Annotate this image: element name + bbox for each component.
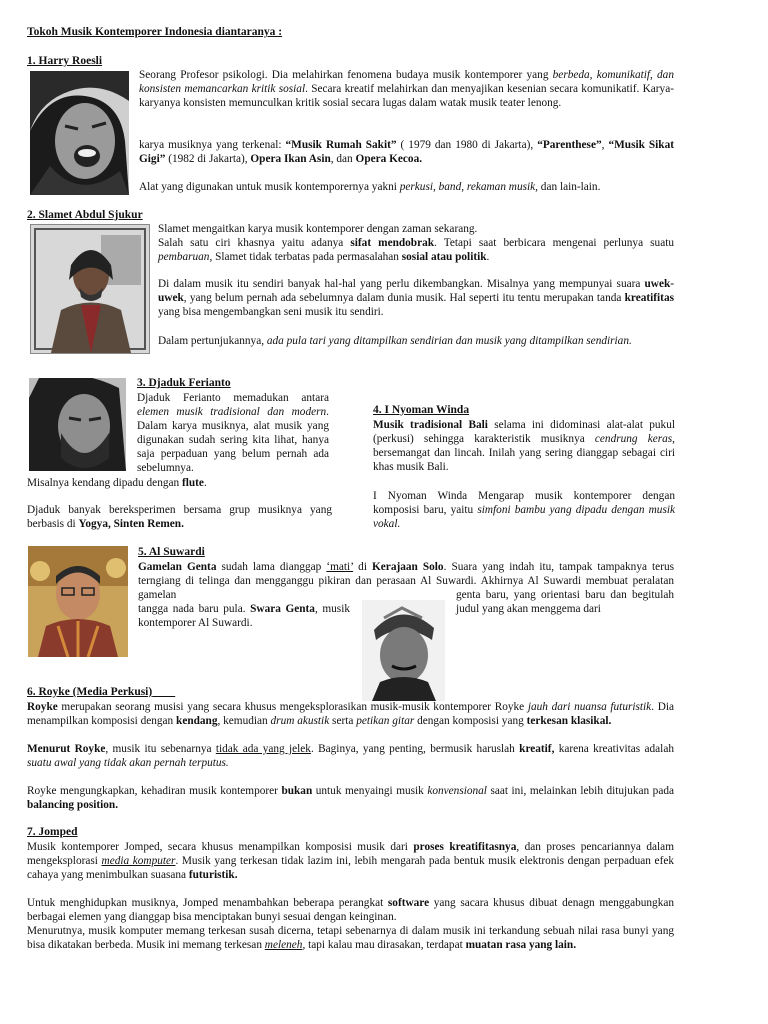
text-run: .: [486, 251, 490, 263]
text-run: , musik itu sebenarnya: [105, 743, 216, 755]
photo-harry-roesli: [30, 71, 129, 195]
text-run: , tapi kalau mau dirasakan, terdapat: [302, 939, 466, 951]
text-run: terkesan klasikal.: [526, 715, 612, 727]
text-run: jauh dari nuansa futuristik: [527, 701, 652, 713]
text-run: drum akustik: [270, 715, 330, 727]
text-run: flute: [181, 477, 204, 489]
text-run: cendrung keras: [594, 433, 673, 445]
text-run: Seorang Profesor psikologi. Dia melahirkan fenomena budaya musik kontemporer yang: [139, 69, 553, 81]
text-run: merupakan seorang musisi yang secara khusus mengeksplorasikan musik-musik kontemporer Royke: [57, 701, 528, 713]
text-run: Alat yang digunakan untuk musik kontemporernya yakni: [139, 181, 400, 193]
text-run: “Musik Sikat Gigi”: [139, 139, 675, 165]
text-run: sudah lama dianggap: [216, 561, 327, 573]
section-7-heading: 7. Jomped: [27, 826, 78, 838]
text-run: uwek-uwek: [158, 278, 674, 304]
page-title: Tokoh Musik Kontemporer Indonesia diantaranya :: [27, 26, 283, 38]
photo-djaduk-ferianto: [29, 378, 126, 471]
text-run: media komputer: [101, 855, 176, 867]
text-run: serta: [329, 715, 357, 727]
s3-paragraph-2: [27, 476, 332, 490]
section-2-heading: 2. Slamet Abdul Sjukur: [27, 209, 143, 221]
text-run: ada pula tari yang ditampilkan sendirian dan musik yang ditampilkan sendirian.: [266, 335, 632, 347]
text-run: . Dia menampilkan komposisi dengan: [27, 701, 674, 727]
text-run: Menurut Royke: [27, 743, 106, 755]
text-run: genta baru, yang orientasi baru dan begitulah judul yang akan menggema dari: [456, 589, 674, 615]
section-6-heading: 6. Royke (Media Perkusi): [27, 686, 153, 698]
text-run: Opera Kecoa.: [355, 153, 423, 165]
section-1-heading: 1. Harry Roesli: [27, 55, 103, 67]
text-run: “Parenthese”: [537, 139, 602, 151]
text-run: Musik tradisional Bali: [373, 419, 488, 431]
text-run: “Musik Rumah Sakit”: [285, 139, 397, 151]
text-run: suatu awal yang tidak akan pernah terputus.: [27, 757, 229, 769]
s1-paragraph-1: [139, 68, 674, 110]
section-4-heading: 4. I Nyoman Winda: [373, 404, 470, 416]
text-run: , dan proses pencariannya dalam mengeksplorasi: [27, 841, 674, 867]
text-run: saat ini, melainkan lebih ditujukan pada: [486, 785, 674, 797]
text-run: . Dalam karya musiknya, alat musik yang digunakan sudah sering kita lihat, hanya saja perpaduan yang belum pernah ada sebelumnya.: [137, 406, 329, 474]
text-run: tangga nada baru pula.: [138, 603, 251, 615]
text-run: selama ini didominasi alat-alat pukul (perkusi) sehingga karakteristik musiknya: [373, 419, 675, 445]
text-run: ,: [601, 139, 609, 151]
text-run: sosial atau politik: [401, 251, 487, 263]
photo-slamet-abdul-sjukur: [30, 224, 150, 354]
s2-paragraph-2: [158, 236, 674, 264]
text-run: , yang belum pernah ada sebelumnya dalam dunia musik. Hal seperti itu tentu merupakan tanda: [183, 292, 625, 304]
text-run: .: [203, 477, 207, 489]
text-run: Kerajaan Solo: [372, 561, 444, 573]
text-run: Slamet mengaitkan karya musik kontemporer dengan zaman sekarang.: [158, 223, 478, 235]
text-run: . Musik yang terkesan tidak lazim ini, lebih mengarah pada bentuk musik elektronis dengan perpaduan efek cahaya yang menimbulkan suasana: [27, 855, 674, 881]
text-run: Salah satu ciri khasnya yaitu adanya: [158, 237, 351, 249]
s4-paragraph-1: [373, 418, 675, 474]
text-run: untuk menyaingi musik: [312, 785, 428, 797]
text-run: , bersemangat dan lincah. Inilah yang sering dianggap sebagai ciri khas musik Bali.: [373, 433, 675, 473]
s6-paragraph-1: [27, 700, 674, 728]
text-run: Opera Ikan Asin: [250, 153, 331, 165]
section-5-heading: 5. Al Suwardi: [138, 546, 205, 558]
s7-paragraph-2: [27, 896, 674, 924]
text-run: balancing position.: [27, 799, 119, 811]
text-run: ‘mati’: [326, 561, 354, 573]
text-run: kreatif,: [519, 743, 555, 755]
text-run: . Baginya, yang penting, bermusik haruslah: [310, 743, 520, 755]
text-run: sifat mendobrak: [350, 237, 435, 249]
s3-paragraph-1: [137, 391, 329, 475]
text-run: Untuk menghidupkan musiknya, Jomped menambahkan beberapa perangkat: [27, 897, 388, 909]
s1-paragraph-2: [139, 138, 674, 166]
text-run: . Secara kreatif melahirkan dan menyajikan kesenian secara komunikatif. Karya-karyanya konsisten memunculkan kritik sosial secara lugas dalam watak musik teater lenong.: [139, 83, 674, 109]
section-3-heading: 3. Djaduk Ferianto: [137, 377, 231, 389]
text-run: ( 1979 dan 1980 di Jakarta),: [396, 139, 538, 151]
photo-i-nyoman-winda: [362, 600, 445, 701]
text-run: software: [387, 897, 430, 909]
text-run: dengan komposisi yang: [414, 715, 527, 727]
text-run: Royke mengungkapkan, kehadiran musik kontemporer: [27, 785, 282, 797]
text-run: , Slamet tidak terbatas pada permasalahan: [209, 251, 402, 263]
text-run: , dan: [330, 153, 356, 165]
text-run: Musik kontemporer Jomped, secara khusus menampilkan komposisi musik dari: [27, 841, 414, 853]
text-run: tidak ada yang jelek: [215, 743, 311, 755]
text-run: yang sacara khusus dibuat denagn menggabungkan berbagai elemen yang dianggap bisa menciptakan bunyi sesuai dengan keinginan.: [27, 897, 674, 923]
text-run: kreatifitas: [624, 292, 674, 304]
text-run: I Nyoman Winda Mengarap musik kontemporer dengan komposisi baru, yaitu: [373, 490, 675, 516]
text-run: karena kreativitas adalah: [554, 743, 674, 755]
text-run: berbeda, komunikatif, dan konsisten memancarkan kritik sosial: [139, 69, 674, 95]
text-run: simfoni bambu yang dipadu dengan musik vokal.: [373, 504, 675, 530]
text-run: Menurutnya, musik komputer memang terkesan susah dicerna, tetapi sebenarnya di dalam musik ini terkandung sebuah nilai rasa bunyi yang bisa dikatakan berbeda. Musik ini memang terkesan: [27, 925, 674, 951]
text-run: di: [353, 561, 372, 573]
photo-al-suwardi: [28, 546, 128, 657]
s7-paragraph-3: [27, 924, 674, 952]
text-run: Dalam pertunjukannya,: [158, 335, 267, 347]
text-run: Misalnya kendang dipadu dengan: [27, 477, 182, 489]
s6-paragraph-2: [27, 742, 674, 770]
text-run: Di dalam musik itu sendiri banyak hal-hal yang perlu dikembangkan. Misalnya yang mempunyai suara: [158, 278, 645, 290]
text-run: Djaduk Ferianto memadukan antara: [137, 392, 329, 404]
text-run: dan lain-lain.: [537, 181, 601, 193]
text-run: Swara Genta: [250, 603, 315, 615]
text-run: Gamelan Genta: [138, 561, 217, 573]
text-run: , musik kontemporer Al Suwardi.: [138, 603, 350, 629]
text-run: muatan rasa yang lain.: [465, 939, 577, 951]
s3-paragraph-3: [27, 503, 332, 531]
text-run: , kemudian: [217, 715, 271, 727]
text-run: Djaduk banyak bereksperimen bersama grup musiknya yang berbasis di: [27, 504, 332, 530]
text-run: pembaruan: [158, 251, 210, 263]
s1-paragraph-3: [139, 180, 674, 194]
text-run: Royke: [27, 701, 58, 713]
s2-paragraph-4: [158, 334, 674, 348]
text-run: futuristik.: [188, 869, 238, 881]
text-run: . Tetapi saat berbicara mengenai perlunya suatu: [434, 237, 675, 249]
text-run: perkusi, band, rekaman musik,: [399, 181, 538, 193]
s2-paragraph-3: [158, 277, 674, 319]
text-run: konvensional: [427, 785, 487, 797]
text-run: petikan gitar: [356, 715, 415, 727]
text-run: Yogya, Sinten Remen.: [78, 518, 184, 530]
text-run: . Suara yang indah itu, tampak tampaknya terus terngiang di telinga dan mengganggu pikiran dan perasaan Al Suwardi. Akhirnya Al Suwardi membuat peralatan gamelan: [138, 561, 674, 601]
s6-paragraph-3: [27, 784, 674, 812]
s2-paragraph-1: [158, 222, 674, 236]
s7-paragraph-1: [27, 840, 674, 882]
s4-paragraph-2: [373, 489, 675, 531]
text-run: kendang: [176, 715, 218, 727]
s5-paragraph-2: [138, 602, 350, 630]
text-run: yang bisa mengembangkan seni musik itu sendiri.: [158, 306, 384, 318]
text-run: meleneh: [264, 939, 303, 951]
s5-paragraph-right: [456, 588, 674, 616]
text-run: elemen musik tradisional dan modern: [137, 406, 327, 418]
text-run: karya musiknya yang terkenal:: [139, 139, 286, 151]
text-run: bukan: [281, 785, 313, 797]
text-run: proses kreatifitasnya: [413, 841, 517, 853]
text-run: (1982 di Jakarta),: [165, 153, 251, 165]
